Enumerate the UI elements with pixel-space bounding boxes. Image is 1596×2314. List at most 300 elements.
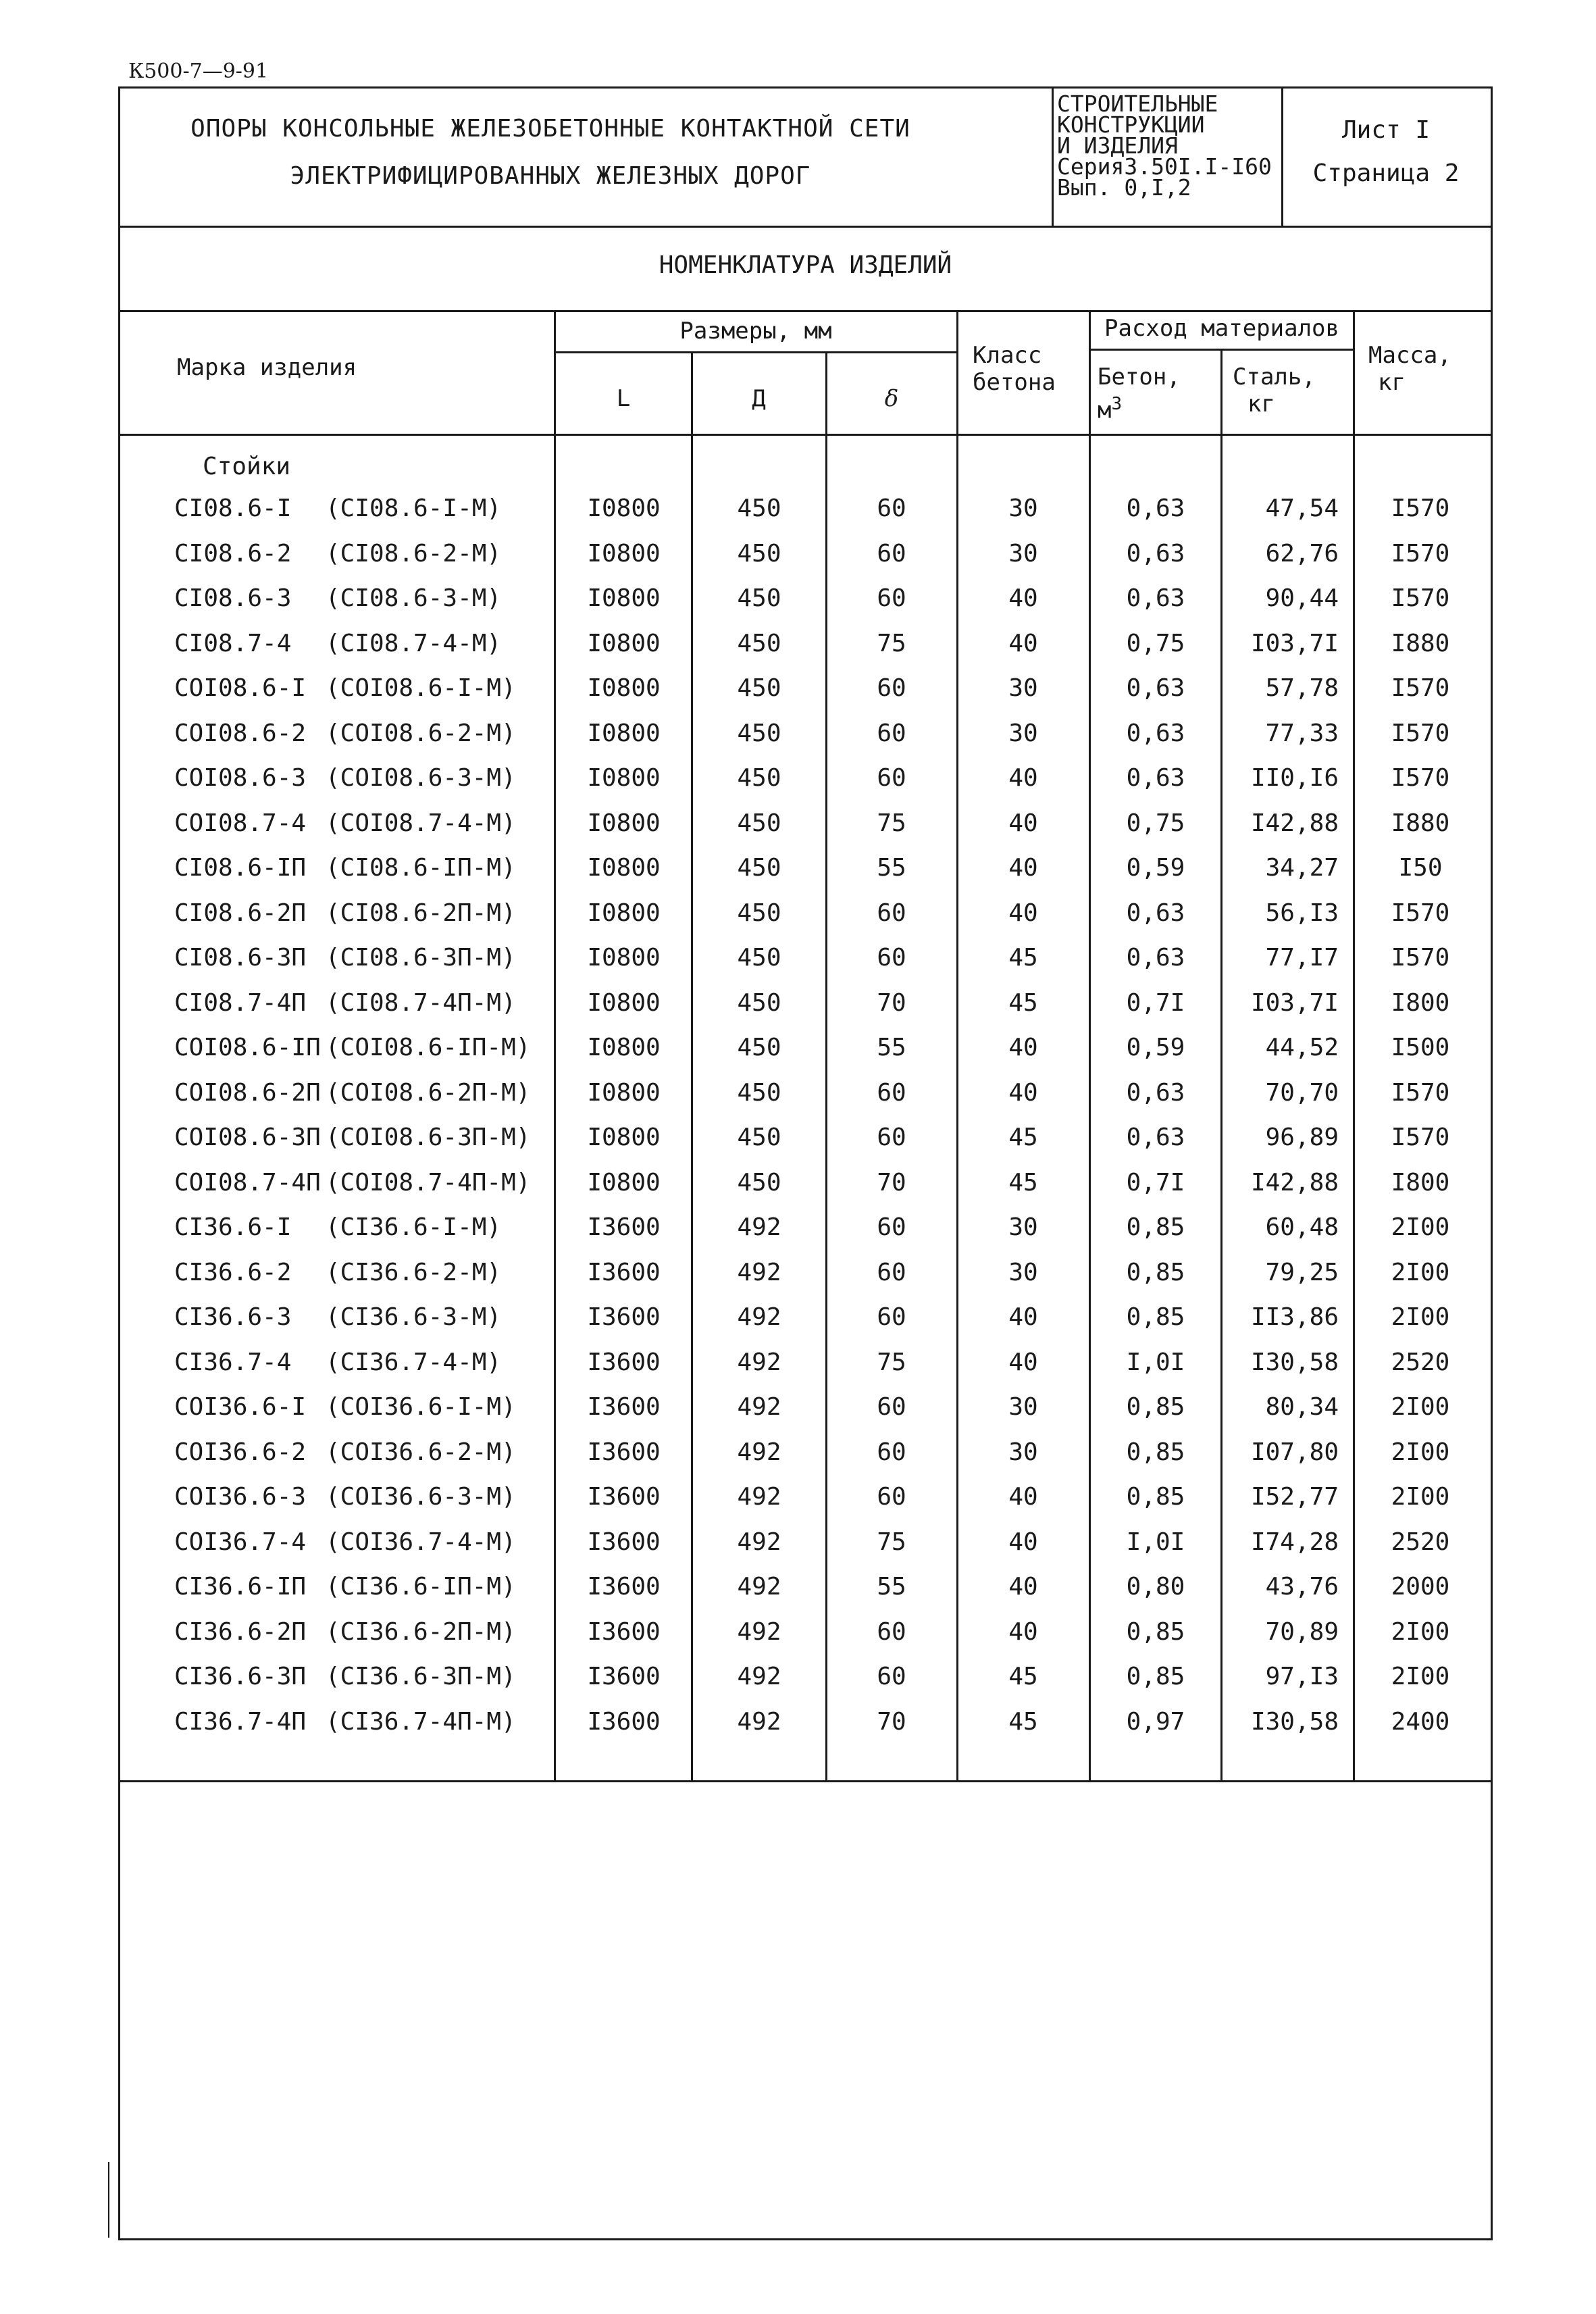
cell-mass: 2400 <box>1391 1708 1450 1736</box>
col-line-3 <box>825 351 827 1782</box>
col-line-4 <box>956 310 958 1782</box>
cell-steel: I42,88 <box>1250 809 1339 837</box>
cell-concrete: 0,63 <box>1126 584 1185 612</box>
cell-mark: СI36.6-2П <box>174 1618 307 1646</box>
cell-concrete: 0,63 <box>1126 674 1185 702</box>
cell-concrete: 0,59 <box>1126 1034 1185 1061</box>
cell-alt: (СI08.6-3-М) <box>326 584 502 612</box>
cell-mark: СI08.6-3 <box>174 584 292 612</box>
cell-steel: 60,48 <box>1265 1213 1339 1241</box>
cell-delta: 70 <box>877 989 906 1017</box>
cell-steel: 62,76 <box>1265 540 1339 568</box>
cell-mass: I500 <box>1391 1034 1450 1061</box>
cell-L: I3600 <box>587 1573 661 1601</box>
cell-D: 450 <box>737 899 781 927</box>
header-bottom-rule <box>118 434 1493 436</box>
series-line2: КОНСТРУКЦИИ <box>1057 111 1205 138</box>
cell-concrete: 0,75 <box>1126 630 1185 657</box>
cell-steel: 80,34 <box>1265 1393 1339 1421</box>
col-line-2 <box>691 351 693 1782</box>
cell-mark: СОI08.6-3 <box>174 764 307 792</box>
cell-alt: (СОI36.6-2-М) <box>326 1438 516 1466</box>
cell-mark: СI08.6-2 <box>174 540 292 568</box>
cell-alt: (СОI08.6-3П-М) <box>326 1124 531 1151</box>
cell-concrete: 0,85 <box>1126 1438 1185 1466</box>
cell-steel: 44,52 <box>1265 1034 1339 1061</box>
cell-D: 492 <box>737 1618 781 1646</box>
cell-steel: 77,33 <box>1265 720 1339 747</box>
cell-L: I3600 <box>587 1438 661 1466</box>
cell-mark: СI36.7-4П <box>174 1708 307 1736</box>
cell-D: 450 <box>737 764 781 792</box>
cell-D: 450 <box>737 809 781 837</box>
series-line1: СТРОИТЕЛЬНЫЕ <box>1057 91 1218 117</box>
cell-L: I3600 <box>587 1213 661 1241</box>
sheet-number: Лист I <box>1341 116 1431 144</box>
cell-steel: 43,76 <box>1265 1573 1339 1601</box>
cell-mass: 2I00 <box>1391 1663 1450 1690</box>
cell-steel: I03,7I <box>1250 989 1339 1017</box>
cell-D: 450 <box>737 1079 781 1107</box>
cell-steel: I52,77 <box>1250 1483 1339 1511</box>
cell-D: 450 <box>737 944 781 972</box>
cell-cls: 30 <box>1008 1213 1038 1241</box>
cell-cls: 40 <box>1008 630 1038 657</box>
cell-steel: 77,I7 <box>1265 944 1339 972</box>
cell-L: I0800 <box>587 540 661 568</box>
cell-mark: СОI08.7-4П <box>174 1169 321 1197</box>
document-title-line2: ЭЛЕКТРИФИЦИРОВАННЫХ ЖЕЛЕЗНЫХ ДОРОГ <box>290 162 811 190</box>
cell-L: I0800 <box>587 674 661 702</box>
cell-cls: 30 <box>1008 495 1038 522</box>
cell-alt: (СОI08.6-I-М) <box>326 674 516 702</box>
cell-mark: СI36.6-3П <box>174 1663 307 1690</box>
cell-steel: I30,58 <box>1250 1708 1339 1736</box>
cell-D: 450 <box>737 854 781 882</box>
cell-cls: 45 <box>1008 944 1038 972</box>
cell-alt: (СI36.6-IП-М) <box>326 1573 516 1601</box>
cell-D: 450 <box>737 1034 781 1061</box>
cell-alt: (СI08.7-4П-М) <box>326 989 516 1017</box>
cell-concrete: 0,85 <box>1126 1259 1185 1286</box>
cell-steel: II3,86 <box>1250 1303 1339 1331</box>
cell-concrete: I,0I <box>1126 1349 1185 1376</box>
cell-mass: I570 <box>1391 764 1450 792</box>
cell-concrete: 0,75 <box>1126 809 1185 837</box>
cell-alt: (СОI08.6-2-М) <box>326 720 516 747</box>
cell-cls: 40 <box>1008 764 1038 792</box>
cell-delta: 70 <box>877 1708 906 1736</box>
cell-L: I0800 <box>587 584 661 612</box>
cell-cls: 40 <box>1008 1079 1038 1107</box>
left-margin-mark <box>108 2162 109 2238</box>
cell-mass: 2I00 <box>1391 1259 1450 1286</box>
cell-concrete: I,0I <box>1126 1528 1185 1556</box>
series-line4: Серия3.50I.I-I60 <box>1057 153 1272 180</box>
cell-concrete: 0,59 <box>1126 854 1185 882</box>
cell-delta: 60 <box>877 1438 906 1466</box>
cell-concrete: 0,85 <box>1126 1303 1185 1331</box>
cell-cls: 45 <box>1008 1663 1038 1690</box>
cell-D: 492 <box>737 1259 781 1286</box>
cell-concrete: 0,63 <box>1126 1079 1185 1107</box>
cell-L: I3600 <box>587 1708 661 1736</box>
section-title: НОМЕНКЛАТУРА ИЗДЕЛИЙ <box>659 251 952 279</box>
cell-mark: СОI36.7-4 <box>174 1528 307 1556</box>
cell-alt: (СI08.6-2-М) <box>326 540 502 568</box>
header-steel-line2: кг <box>1247 391 1275 418</box>
cell-D: 492 <box>737 1708 781 1736</box>
cell-concrete: 0,63 <box>1126 720 1185 747</box>
cell-D: 492 <box>737 1573 781 1601</box>
cell-concrete: 0,85 <box>1126 1663 1185 1690</box>
cell-alt: (СI08.7-4-М) <box>326 630 502 657</box>
cell-concrete: 0,63 <box>1126 540 1185 568</box>
cell-L: I0800 <box>587 1169 661 1197</box>
cell-concrete: 0,63 <box>1126 764 1185 792</box>
cell-mark: СI36.6-IП <box>174 1573 307 1601</box>
header-mass-line2: кг <box>1378 369 1406 396</box>
cell-D: 492 <box>737 1663 781 1690</box>
cell-mass: I570 <box>1391 584 1450 612</box>
cell-cls: 30 <box>1008 674 1038 702</box>
cell-L: I0800 <box>587 989 661 1017</box>
cell-delta: 60 <box>877 720 906 747</box>
cell-steel: 57,78 <box>1265 674 1339 702</box>
cell-concrete: 0,63 <box>1126 1124 1185 1151</box>
cell-alt: (СОI08.7-4-М) <box>326 809 516 837</box>
document-title-line1: ОПОРЫ КОНСОЛЬНЫЕ ЖЕЛЕЗОБЕТОННЫЕ КОНТАКТНОЙ СЕТИ <box>190 115 910 143</box>
cell-concrete: 0,63 <box>1126 944 1185 972</box>
cell-mark: СI08.6-I <box>174 495 292 522</box>
cell-L: I0800 <box>587 1124 661 1151</box>
cell-alt: (СI08.6-IП-М) <box>326 854 516 882</box>
cell-mass: I570 <box>1391 899 1450 927</box>
header-steel <box>1233 363 1316 418</box>
col-line-7 <box>1353 310 1355 1782</box>
cell-mark: СI08.6-3П <box>174 944 307 972</box>
cell-L: I3600 <box>587 1393 661 1421</box>
cell-steel: I07,80 <box>1250 1438 1339 1466</box>
cell-mass: 2520 <box>1391 1528 1450 1556</box>
cell-mass: 2000 <box>1391 1573 1450 1601</box>
title-bottom-rule <box>118 226 1493 228</box>
cell-delta: 75 <box>877 1528 906 1556</box>
cell-mark: СОI36.6-I <box>174 1393 307 1421</box>
cell-steel: I03,7I <box>1250 630 1339 657</box>
series-line3: И ИЗДЕЛИЯ <box>1057 132 1178 159</box>
cell-delta: 60 <box>877 1213 906 1241</box>
header-L: L <box>617 385 629 412</box>
cell-D: 492 <box>737 1438 781 1466</box>
cell-D: 492 <box>737 1349 781 1376</box>
cell-cls: 40 <box>1008 809 1038 837</box>
cell-steel: 34,27 <box>1265 854 1339 882</box>
cell-D: 450 <box>737 540 781 568</box>
cell-alt: (СI36.6-2-М) <box>326 1259 502 1286</box>
cell-alt: (СОI08.7-4П-М) <box>326 1169 531 1197</box>
cell-alt: (СI08.6-I-М) <box>326 495 502 522</box>
cell-mark: СI36.6-3 <box>174 1303 292 1331</box>
cell-delta: 55 <box>877 854 906 882</box>
cell-mass: I800 <box>1391 1169 1450 1197</box>
cell-concrete: 0,85 <box>1126 1213 1185 1241</box>
col-line-5 <box>1089 310 1091 1782</box>
cell-mass: 2I00 <box>1391 1303 1450 1331</box>
cell-cls: 40 <box>1008 1618 1038 1646</box>
col-line-1 <box>554 310 556 1782</box>
cell-delta: 60 <box>877 584 906 612</box>
cell-cls: 40 <box>1008 1528 1038 1556</box>
cell-cls: 45 <box>1008 1169 1038 1197</box>
cell-mass: 2I00 <box>1391 1438 1450 1466</box>
cell-L: I0800 <box>587 720 661 747</box>
cell-alt: (СI36.6-I-М) <box>326 1213 502 1241</box>
cell-alt: (СОI36.6-I-М) <box>326 1393 516 1421</box>
cell-L: I0800 <box>587 899 661 927</box>
cell-D: 492 <box>737 1393 781 1421</box>
cell-mass: I880 <box>1391 809 1450 837</box>
header-class-line1: Класс <box>973 342 1042 369</box>
cell-L: I3600 <box>587 1483 661 1511</box>
cell-concrete: 0,63 <box>1126 495 1185 522</box>
cell-mass: I570 <box>1391 720 1450 747</box>
header-class <box>973 342 1056 396</box>
cell-mass: 2I00 <box>1391 1213 1450 1241</box>
cell-mass: 2I00 <box>1391 1393 1450 1421</box>
cell-mark: СОI08.6-2 <box>174 720 307 747</box>
cell-delta: 60 <box>877 899 906 927</box>
cell-delta: 60 <box>877 1303 906 1331</box>
cell-D: 450 <box>737 1169 781 1197</box>
cell-mass: 2I00 <box>1391 1483 1450 1511</box>
cell-cls: 30 <box>1008 1259 1038 1286</box>
header-concrete-sup: 3 <box>1111 394 1123 414</box>
cell-concrete: 0,80 <box>1126 1573 1185 1601</box>
cell-D: 492 <box>737 1303 781 1331</box>
cell-steel: 70,89 <box>1265 1618 1339 1646</box>
cell-D: 450 <box>737 720 781 747</box>
cell-alt: (СI36.7-4-М) <box>326 1349 502 1376</box>
cell-concrete: 0,7I <box>1126 1169 1185 1197</box>
section-bottom-rule <box>118 310 1493 312</box>
cell-D: 450 <box>737 989 781 1017</box>
cell-cls: 45 <box>1008 989 1038 1017</box>
cell-cls: 40 <box>1008 1034 1038 1061</box>
header-mass <box>1368 342 1451 396</box>
cell-delta: 60 <box>877 540 906 568</box>
cell-steel: II0,I6 <box>1250 764 1339 792</box>
cell-L: I0800 <box>587 764 661 792</box>
header-mass-line1: Масса, <box>1368 342 1451 369</box>
header-steel-line1: Сталь, <box>1233 363 1316 391</box>
cell-alt: (СI08.6-3П-М) <box>326 944 516 972</box>
cell-steel: 79,25 <box>1265 1259 1339 1286</box>
cell-mass: I570 <box>1391 944 1450 972</box>
cell-mass: 2I00 <box>1391 1618 1450 1646</box>
cell-L: I0800 <box>587 809 661 837</box>
cell-mark: СОI08.6-3П <box>174 1124 321 1151</box>
cell-mass: I880 <box>1391 630 1450 657</box>
cell-L: I0800 <box>587 1079 661 1107</box>
cell-mark: СI08.7-4 <box>174 630 292 657</box>
series-line5: Вып. 0,I,2 <box>1057 174 1191 201</box>
cell-mass: I50 <box>1398 854 1443 882</box>
header-concrete-line1: Бетон, <box>1098 363 1181 391</box>
cell-D: 450 <box>737 630 781 657</box>
header-concrete <box>1098 363 1181 424</box>
cell-alt: (СI36.7-4П-М) <box>326 1708 516 1736</box>
cell-delta: 75 <box>877 1349 906 1376</box>
cell-steel: 90,44 <box>1265 584 1339 612</box>
cell-delta: 60 <box>877 674 906 702</box>
cell-mark: СОI36.6-2 <box>174 1438 307 1466</box>
cell-delta: 60 <box>877 944 906 972</box>
cell-steel: 96,89 <box>1265 1124 1339 1151</box>
cell-delta: 70 <box>877 1169 906 1197</box>
cell-cls: 30 <box>1008 1393 1038 1421</box>
cell-delta: 75 <box>877 630 906 657</box>
header-concrete-unit: м <box>1098 397 1112 424</box>
cell-steel: I30,58 <box>1250 1349 1339 1376</box>
document-code: К500-7—9-91 <box>128 59 269 83</box>
cell-D: 450 <box>737 584 781 612</box>
cell-steel: I74,28 <box>1250 1528 1339 1556</box>
cell-D: 450 <box>737 1124 781 1151</box>
header-delta: δ <box>884 385 899 412</box>
title-divider-1 <box>1052 86 1054 227</box>
series-block <box>1057 91 1272 201</box>
cell-mark: СОI36.6-3 <box>174 1483 307 1511</box>
cell-mass: I570 <box>1391 1079 1450 1107</box>
cell-concrete: 0,85 <box>1126 1393 1185 1421</box>
cell-D: 492 <box>737 1528 781 1556</box>
cell-concrete: 0,7I <box>1126 989 1185 1017</box>
cell-mark: СОI08.6-2П <box>174 1079 321 1107</box>
cell-L: I0800 <box>587 1034 661 1061</box>
cell-alt: (СОI08.6-3-М) <box>326 764 516 792</box>
cell-cls: 30 <box>1008 720 1038 747</box>
cell-mass: I570 <box>1391 674 1450 702</box>
cell-delta: 55 <box>877 1034 906 1061</box>
cell-delta: 60 <box>877 495 906 522</box>
cell-L: I3600 <box>587 1303 661 1331</box>
cell-steel: 56,I3 <box>1265 899 1339 927</box>
cell-cls: 40 <box>1008 899 1038 927</box>
header-mark: Марка изделия <box>177 354 357 381</box>
cell-mark: СI08.7-4П <box>174 989 307 1017</box>
cell-L: I0800 <box>587 630 661 657</box>
cell-steel: 97,I3 <box>1265 1663 1339 1690</box>
cell-mark: СI36.6-I <box>174 1213 292 1241</box>
header-sizes: Размеры, мм <box>679 318 832 345</box>
cell-alt: (СОI08.6-2П-М) <box>326 1079 531 1107</box>
cell-delta: 60 <box>877 1483 906 1511</box>
cell-delta: 60 <box>877 764 906 792</box>
cell-L: I3600 <box>587 1618 661 1646</box>
cell-L: I3600 <box>587 1349 661 1376</box>
cell-L: I3600 <box>587 1663 661 1690</box>
sizes-header-rule <box>554 351 958 353</box>
cell-delta: 60 <box>877 1663 906 1690</box>
col-line-6 <box>1220 349 1222 1782</box>
cell-cls: 45 <box>1008 1708 1038 1736</box>
cell-cls: 30 <box>1008 540 1038 568</box>
cell-mark: СI08.6-IП <box>174 854 307 882</box>
cell-delta: 55 <box>877 1573 906 1601</box>
cell-alt: (СI36.6-3-М) <box>326 1303 502 1331</box>
cell-cls: 40 <box>1008 854 1038 882</box>
cell-concrete: 0,85 <box>1126 1483 1185 1511</box>
cell-cls: 45 <box>1008 1124 1038 1151</box>
cell-alt: (СI08.6-2П-М) <box>326 899 516 927</box>
cell-steel: 70,70 <box>1265 1079 1339 1107</box>
cell-cls: 40 <box>1008 1349 1038 1376</box>
cell-mark: СI08.6-2П <box>174 899 307 927</box>
cell-mark: СI36.7-4 <box>174 1349 292 1376</box>
cell-delta: 75 <box>877 809 906 837</box>
cell-cls: 40 <box>1008 1303 1038 1331</box>
cell-L: I0800 <box>587 495 661 522</box>
cell-L: I3600 <box>587 1259 661 1286</box>
cell-mass: 2520 <box>1391 1349 1450 1376</box>
cell-L: I0800 <box>587 944 661 972</box>
cell-concrete: 0,85 <box>1126 1618 1185 1646</box>
cell-mark: СОI08.7-4 <box>174 809 307 837</box>
cell-alt: (СОI36.7-4-М) <box>326 1528 516 1556</box>
cell-cls: 30 <box>1008 1438 1038 1466</box>
header-materials: Расход материалов <box>1104 315 1339 342</box>
cell-cls: 40 <box>1008 584 1038 612</box>
cell-delta: 60 <box>877 1124 906 1151</box>
group-label: Стойки <box>203 453 291 480</box>
cell-L: I0800 <box>587 854 661 882</box>
cell-mass: I570 <box>1391 540 1450 568</box>
cell-alt: (СОI36.6-3-М) <box>326 1483 516 1511</box>
cell-D: 492 <box>737 1213 781 1241</box>
header-class-line2: бетона <box>973 369 1056 396</box>
cell-D: 492 <box>737 1483 781 1511</box>
header-concrete-line2 <box>1098 391 1181 424</box>
cell-delta: 60 <box>877 1393 906 1421</box>
cell-cls: 40 <box>1008 1573 1038 1601</box>
cell-steel: 47,54 <box>1265 495 1339 522</box>
cell-delta: 60 <box>877 1079 906 1107</box>
cell-mark: СI36.6-2 <box>174 1259 292 1286</box>
cell-steel: I42,88 <box>1250 1169 1339 1197</box>
page-number: Страница 2 <box>1312 159 1460 187</box>
title-divider-2 <box>1281 86 1283 227</box>
cell-mass: I570 <box>1391 1124 1450 1151</box>
cell-mark: СОI08.6-I <box>174 674 307 702</box>
cell-L: I3600 <box>587 1528 661 1556</box>
cell-D: 450 <box>737 674 781 702</box>
cell-delta: 60 <box>877 1618 906 1646</box>
cell-concrete: 0,97 <box>1126 1708 1185 1736</box>
cell-D: 450 <box>737 495 781 522</box>
header-D: Д <box>752 385 766 412</box>
table-bottom-rule <box>118 1780 1493 1782</box>
cell-concrete: 0,63 <box>1126 899 1185 927</box>
cell-cls: 40 <box>1008 1483 1038 1511</box>
cell-alt: (СОI08.6-IП-М) <box>326 1034 531 1061</box>
page-bottom-rule <box>118 2238 1493 2240</box>
cell-alt: (СI36.6-2П-М) <box>326 1618 516 1646</box>
cell-mass: I800 <box>1391 989 1450 1017</box>
cell-mass: I570 <box>1391 495 1450 522</box>
cell-delta: 60 <box>877 1259 906 1286</box>
cell-alt: (СI36.6-3П-М) <box>326 1663 516 1690</box>
